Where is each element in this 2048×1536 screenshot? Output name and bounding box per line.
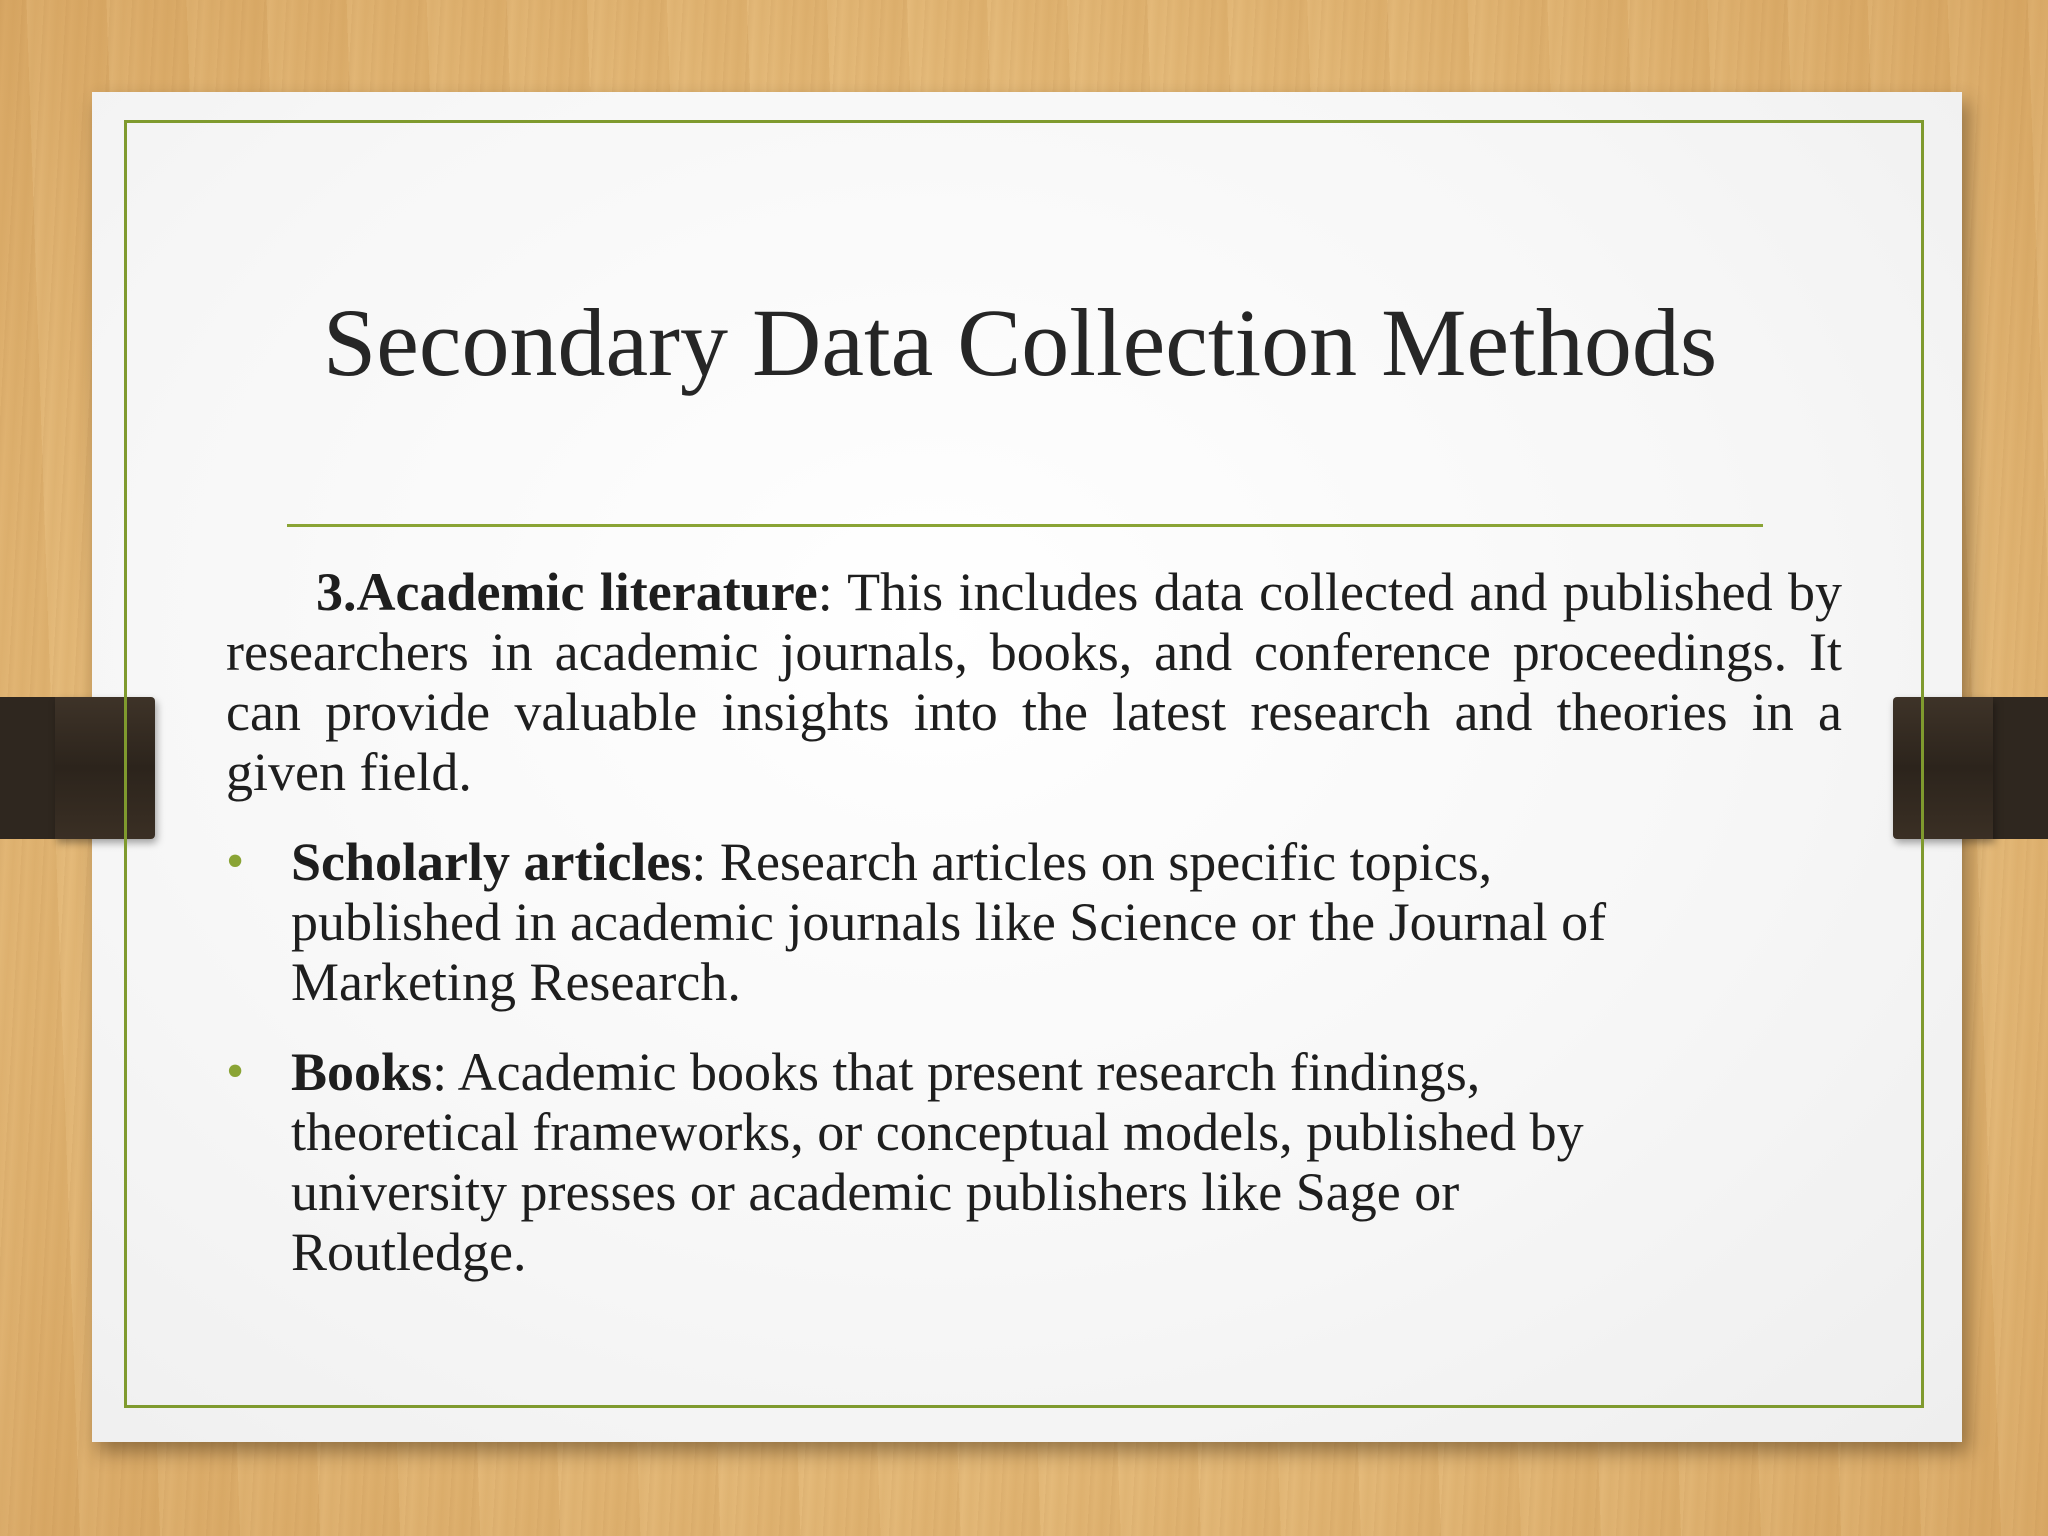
bullet-text: : Academic books that present research findings, theoretical frameworks, or conceptual models, published by university presses or academic publishers like Sage or Routledge. [291,1042,1584,1282]
slide-title: Secondary Data Collection Methods [322,289,1718,396]
list-item-books [226,1042,1706,1282]
intro-heading: 3.Academic literature [316,562,818,622]
binder-clip-right-strap [1990,697,2048,839]
bullet-text: : Research articles on specific topics, published in academic journals like Science or the Journal of Marketing Research. [291,832,1607,1012]
binder-clip-left-strap [0,697,60,839]
title-divider [287,524,1763,527]
intro-text: : This includes data collected and published by researchers in academic journals, books, and conference proceedings. It can provide valuable insights into the latest research and theories in a given field. [226,562,1842,802]
bullet-heading: Books [291,1042,433,1102]
bullet-icon: • [226,833,245,890]
list-item-scholarly-articles [226,832,1706,1012]
bullet-list [226,832,1706,1312]
intro-paragraph [226,562,1842,802]
bullet-heading: Scholarly articles [291,832,692,892]
bullet-icon: • [226,1043,245,1100]
